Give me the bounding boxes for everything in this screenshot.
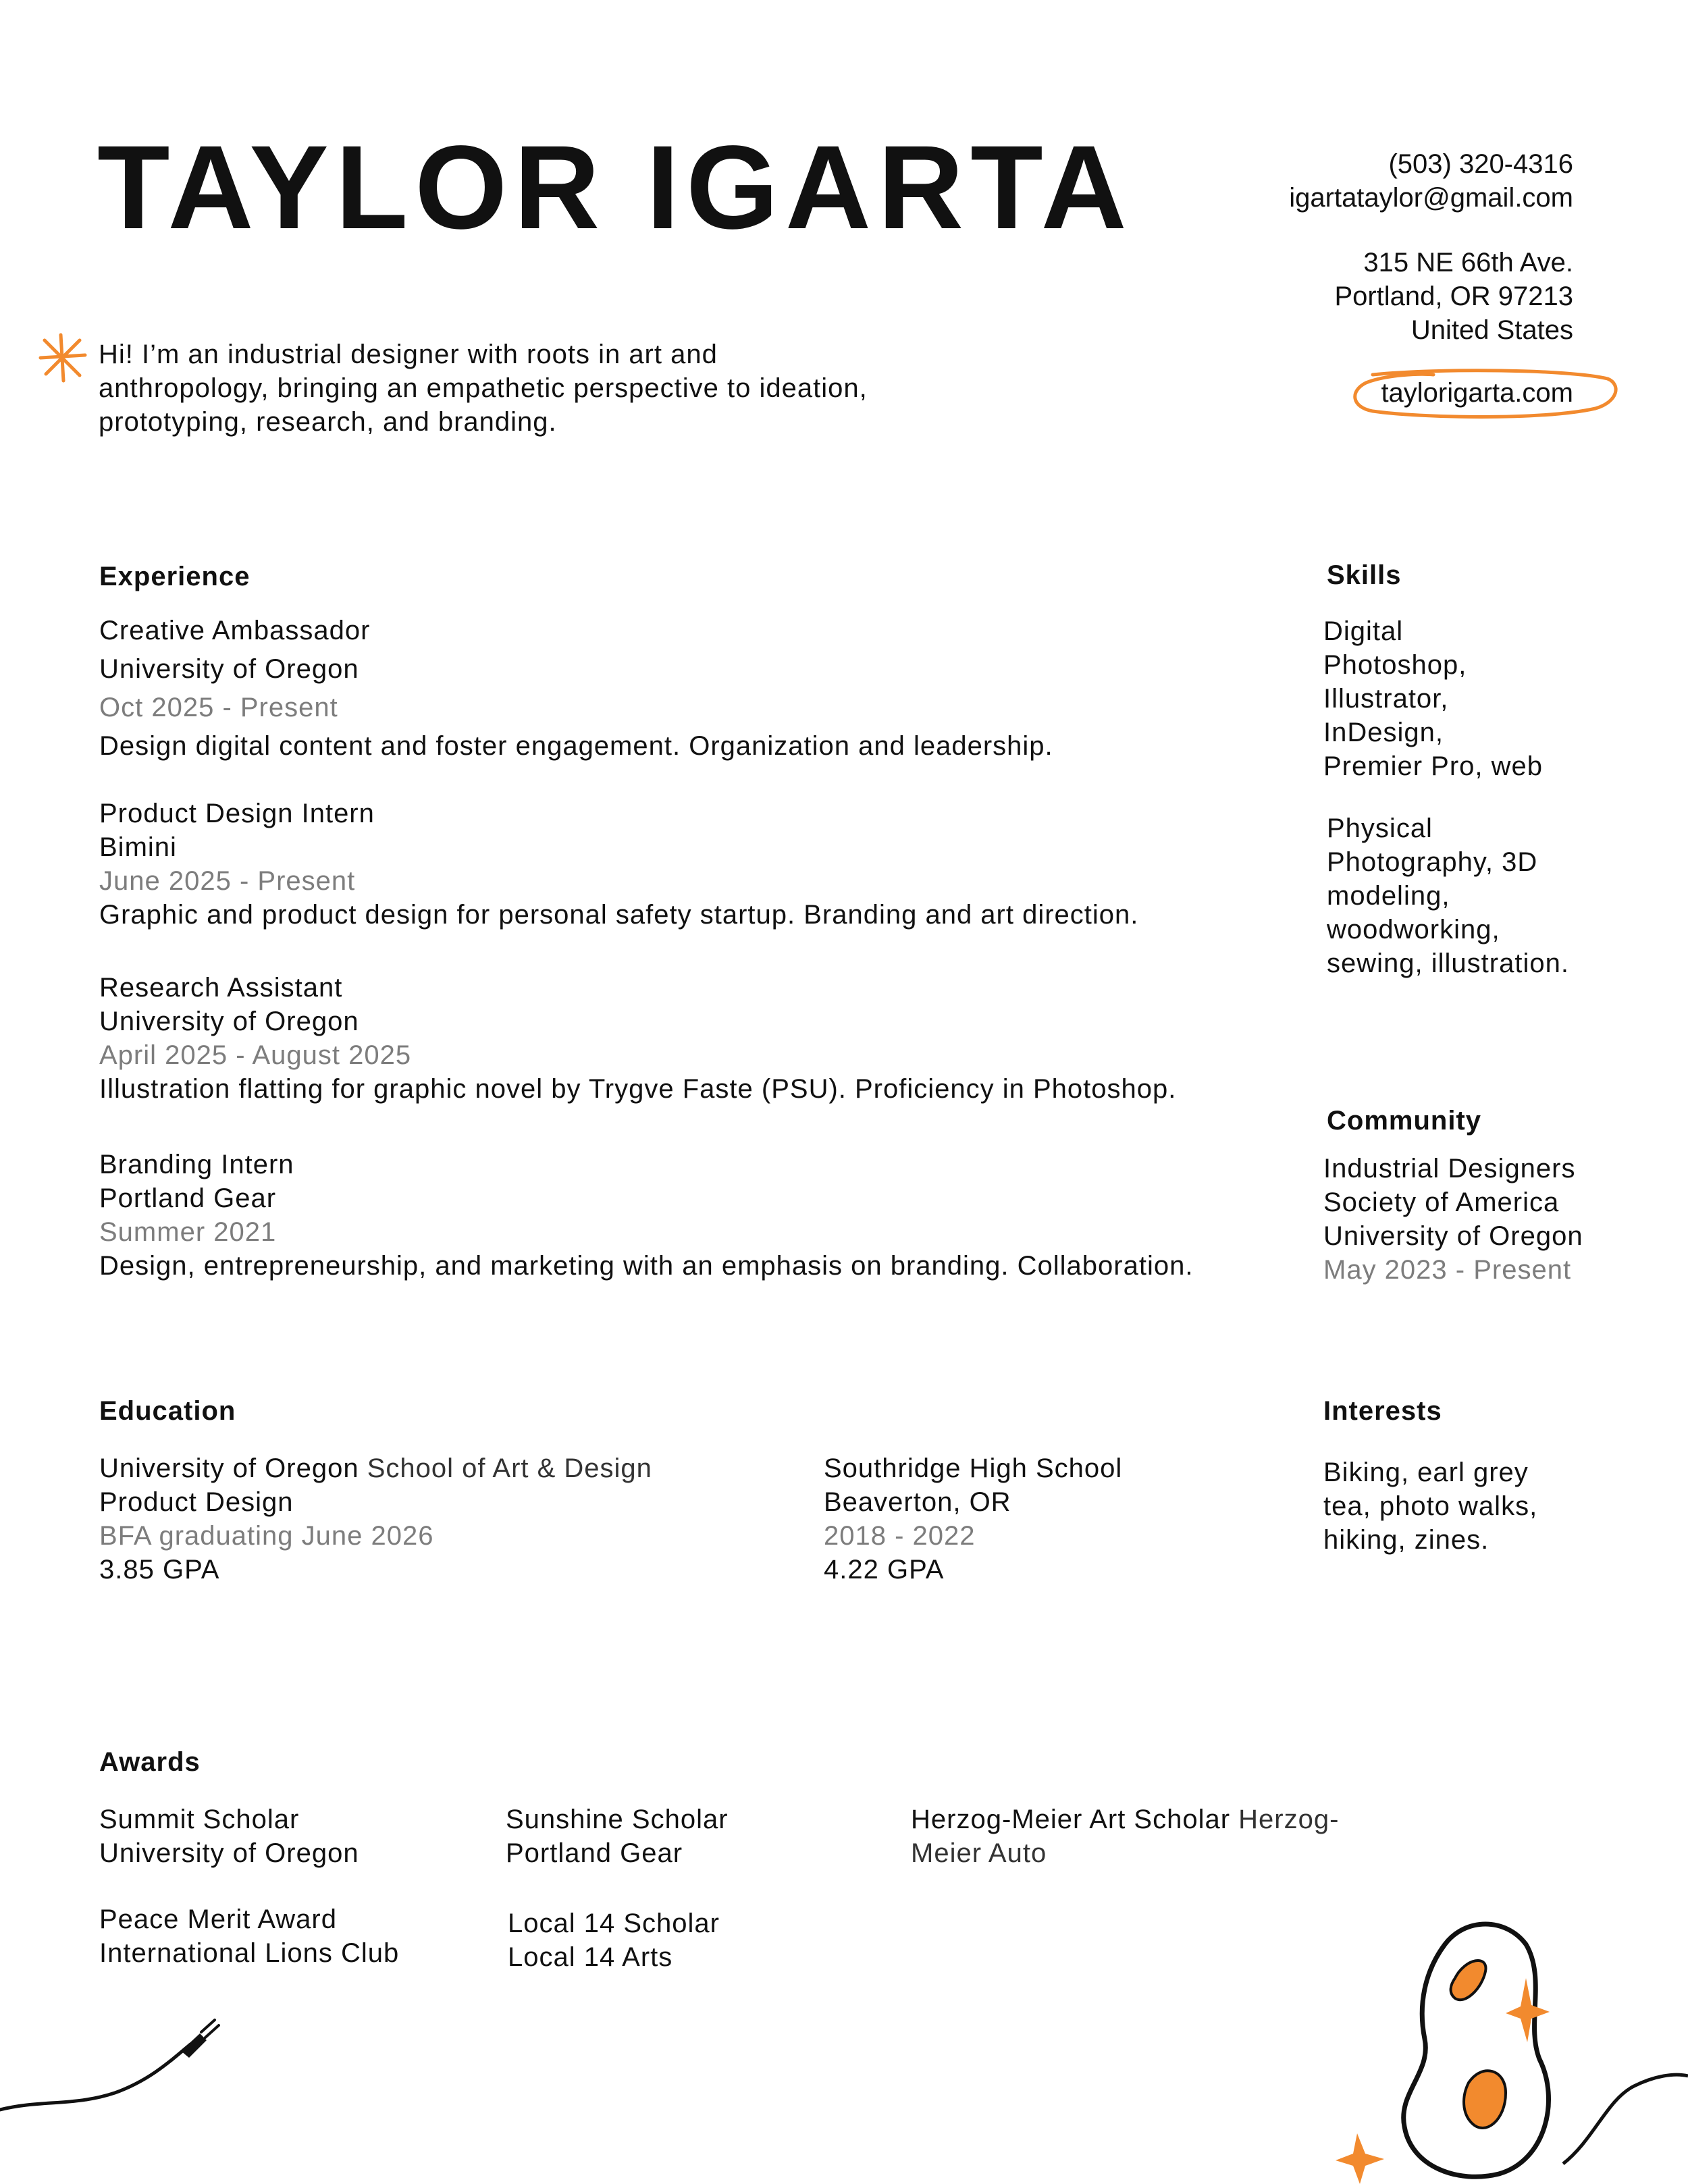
job-dates: Summer 2021 [99,1217,277,1247]
award-title: Summit Scholar [99,1805,300,1834]
skill-line: sewing, illustration. [1327,949,1569,978]
award-item [911,1803,1339,1870]
asterisk-icon [35,331,89,385]
job-org: University of Oregon [99,1007,359,1036]
skill-category-title: Digital [1323,616,1404,646]
education-dates: BFA graduating June 2026 [99,1521,434,1551]
job-title: Research Assistant [99,973,343,1003]
award-item [99,1902,399,1970]
job-title: Creative Ambassador [99,616,371,645]
education-item [99,1451,652,1587]
community-org-line: Industrial Designers [1323,1154,1576,1183]
community-heading: Community [1327,1106,1481,1136]
experience-heading: Experience [99,562,250,591]
phone-number[interactable]: (503) 320-4316 [1388,149,1573,179]
education-program: Beaverton, OR [824,1487,1011,1517]
job-title: Product Design Intern [99,799,375,828]
interest-line: Biking, earl grey [1323,1458,1529,1487]
skill-line: woodworking, [1327,915,1500,944]
award-item [99,1803,359,1870]
intro-text: Hi! I’m an industrial designer with roots in art and anthropology, bringing an empathetic perspective to ideation, prototyping, research, and branding. [99,340,868,437]
education-gpa: 4.22 GPA [824,1555,945,1584]
skill-line: Premier Pro, web [1323,751,1543,781]
award-item [506,1803,729,1870]
job-description: Graphic and product design for personal safety startup. Branding and art direction. [99,900,1139,930]
award-item [508,1907,720,1974]
skills-heading: Skills [1327,560,1402,590]
job-description: Illustration flatting for graphic novel by Trygve Faste (PSU). Proficiency in Photoshop. [99,1074,1177,1104]
interests-heading: Interests [1323,1396,1442,1426]
award-title: Sunshine Scholar [506,1805,729,1834]
contact-block [1289,147,1573,347]
job-org: University of Oregon [99,654,359,684]
email-address[interactable]: igartataylor@gmail.com [1289,183,1573,213]
job-org: Portland Gear [99,1183,277,1213]
job-org: Bimini [99,832,177,862]
address-line-1: 315 NE 66th Ave. [1363,248,1573,277]
award-title: Herzog-Meier Art Scholar [911,1805,1231,1834]
lamp-illustration [1303,1904,1688,2184]
award-title: Peace Merit Award [99,1905,337,1934]
award-org: Portland Gear [506,1838,683,1868]
job-description: Design digital content and foster engagement. Organization and leadership. [99,731,1053,761]
job-description: Design, entrepreneurship, and marketing with an emphasis on branding. Collaboration. [99,1251,1194,1281]
education-program: Product Design [99,1487,294,1517]
award-org: Local 14 Arts [508,1942,673,1972]
award-org: International Lions Club [99,1938,400,1968]
interests-list [1323,1456,1537,1557]
award-org-continued: Meier Auto [911,1838,1047,1868]
award-title: Local 14 Scholar [508,1909,720,1938]
skill-line: modeling, [1327,881,1450,911]
experience-item [99,971,1176,1106]
interest-line: tea, photo walks, [1323,1491,1538,1521]
job-dates: April 2025 - August 2025 [99,1040,412,1070]
skills-physical [1327,811,1569,980]
address-line-2: Portland, OR 97213 [1334,282,1573,311]
experience-item [99,612,1053,766]
education-item [824,1451,1122,1587]
awards-heading: Awards [99,1747,201,1777]
job-dates: Oct 2025 - Present [99,693,338,722]
plug-cord-illustration [0,1998,230,2120]
name-heading: TAYLOR IGARTA [97,122,1134,254]
education-dates: 2018 - 2022 [824,1521,976,1551]
community-item [1323,1152,1583,1287]
community-dates: May 2023 - Present [1323,1255,1572,1285]
school-department: School of Art & Design [359,1454,652,1483]
community-org-line: Society of America [1323,1188,1560,1217]
job-dates: June 2025 - Present [99,866,356,896]
skill-category-title: Physical [1327,814,1433,843]
skill-line: InDesign, [1323,718,1444,747]
school-name: University of Oregon [99,1454,359,1483]
job-title: Branding Intern [99,1150,294,1179]
experience-item [99,797,1138,932]
address-line-3: United States [1410,315,1573,345]
skill-line: Photoshop, [1323,650,1467,680]
education-gpa: 3.85 GPA [99,1555,220,1584]
experience-item [99,1148,1193,1283]
award-org: University of Oregon [99,1838,359,1868]
website-link-wrap [1381,376,1573,410]
skill-line: Illustrator, [1323,684,1449,714]
website-link[interactable]: taylorigarta.com [1381,378,1573,408]
award-org: Herzog- [1230,1805,1340,1834]
skill-line: Photography, 3D [1327,847,1538,877]
community-affiliation: University of Oregon [1323,1221,1583,1251]
education-heading: Education [99,1396,236,1426]
school-name: Southridge High School [824,1454,1123,1483]
skills-digital [1323,614,1543,783]
interest-line: hiking, zines. [1323,1525,1489,1555]
